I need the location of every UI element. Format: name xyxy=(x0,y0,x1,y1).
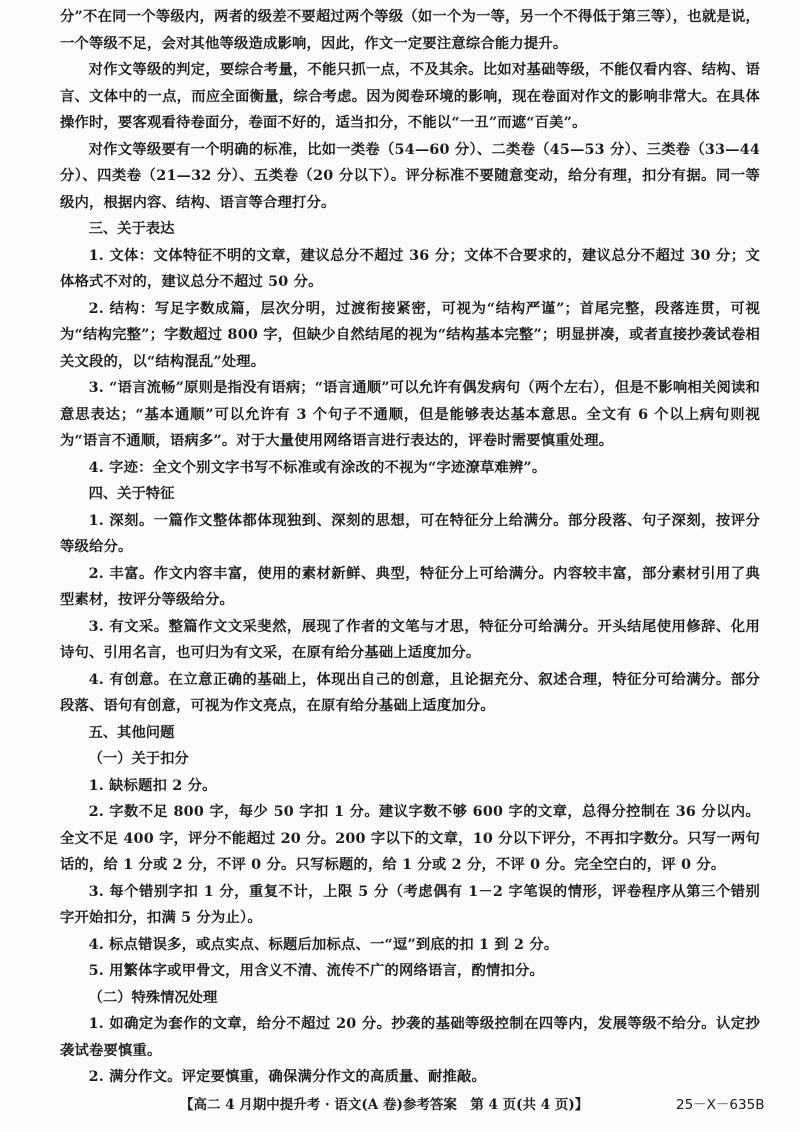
paragraph-creativity: 4. 有创意。在立意正确的基础上，体现出自己的创意，且论据充分、叙述合理，特征分可给满分。部分段落、语句有创意，可视为作文亮点，在原有给分基础上适度加分。 xyxy=(60,671,760,714)
paragraph-richness: 2. 丰富。作文内容丰富，使用的素材新鲜、典型，特征分上可给满分。内容较丰富，部分素材引用了典型素材，按评分等级给分。 xyxy=(60,565,760,608)
paragraph-literary-grace: 3. 有文采。整篇作文文采斐然，展现了作者的文笔与才思，特征分可给满分。开头结尾使用修辞、化用诗句、引用名言，也可归为有文采，在原有给分基础上适度加分。 xyxy=(60,618,760,661)
paragraph-continuation: 分”不在同一个等级内，两者的级差不要超过两个等级（如一个为一等，另一个不得低于第三等），也就是说，一个等级不足，会对其他等级造成影响，因此，作文一定要注意综合能力提升。 xyxy=(60,9,760,52)
paragraph-depth: 1. 深刻。一篇作文整体都体现独到、深刻的思想，可在特征分上给满分。部分段落、句子深刻，按评分等级给分。 xyxy=(60,512,760,555)
subsection-heading-deductions: （一）关于扣分 xyxy=(88,751,189,767)
paragraph-language: 3. “语言流畅”原则是指没有语病；“语言通顺”可以允许有偶发病句（两个左右），但是不影响相关阅读和意思表达；“基本通顺”可以允许有 3 个句子不通顺，但是能够表达基本意思。全文有 6 个以上病句则视为“语言不通顺，语病多”。对于大量使用网络语言进行表达的，评卷时需要慎重处理。 xyxy=(60,380,760,449)
paragraph-punctuation: 4. 标点错误多，或点实点、标题后加标点、一“逗”到底的扣 1 到 2 分。 xyxy=(88,936,559,953)
section-heading-other: 五、其他问题 xyxy=(88,724,175,741)
paragraph-grade-judgement: 对作文等级的判定，要综合考量，不能只抓一点，不及其余。比如对基础等级，不能仅看内容、结构、语言、文体中的一点，而应全面衡量，综合考虑。因为阅卷环境的影响，现在卷面对作文的影响非常大。在具体操作时，要客观看待卷面分，卷面不好的，适当扣分，不能以“一丑”而遮“百美”。 xyxy=(60,62,760,131)
page-footer xyxy=(0,1093,800,1119)
footer-code: 25－X－635B xyxy=(676,1097,765,1113)
footer-title: 【高二 4 月期中提升考 · 语文(A 卷)参考答案 第 4 页(共 4 页)】 xyxy=(180,1097,589,1113)
section-heading-expression: 三、关于表达 xyxy=(88,221,175,237)
document-body xyxy=(60,4,760,1091)
paragraph-structure: 2. 结构：写足字数成篇，层次分明，过渡衔接紧密，可视为“结构严谨”；首尾完整，段落连贯，可视为“结构完整”；字数超过 800 字，但缺少自然结尾的视为“结构基本完整”；明显拼凑，或者直接抄袭试卷相关文段的，以“结构混乱”处理。 xyxy=(60,300,760,370)
paragraph-handwriting: 4. 字迹：全文个别文字书写不标准或有涂改的不视为“字迹潦草难辨”。 xyxy=(88,459,547,476)
paragraph-word-count: 2. 字数不足 800 字，每少 50 字扣 1 分。建议字数不够 600 字的文章，总得分控制在 36 分以内。全文不足 400 字，评分不能超过 20 分。200 字以下的文章，10 分以下评分，不再扣字数分。只写一两句话的，给 1 分或 2 分，不评 0 分。只写标题的，给 1 分或 2 分，不评 0 分。完全空白的，评 0 分。 xyxy=(60,804,760,873)
subsection-heading-special-cases: （二）特殊情况处理 xyxy=(88,989,218,1006)
paragraph-grade-standard: 对作文等级要有一个明确的标准，比如一类卷（54—60 分）、二类卷（45—53 分）、三类卷（33—44 分）、四类卷（21—32 分）、五类卷（20 分以下）。评分标准不要随意变动，给分有理，扣分有据。同一等级内，根据内容、结构、语言等合理打分。 xyxy=(60,141,760,211)
paragraph-genre: 1. 文体：文体特征不明的文章，建议总分不超过 36 分；文体不合要求的，建议总分不超过 30 分；文体格式不对的，建议总分不超过 50 分。 xyxy=(60,247,760,290)
paragraph-set-composition: 1. 如确定为套作的文章，给分不超过 20 分。抄袭的基础等级控制在四等内，发展等级不给分。认定抄袭试卷要慎重。 xyxy=(60,1016,760,1059)
section-heading-features: 四、关于特征 xyxy=(88,486,175,502)
paragraph-typos: 3. 每个错别字扣 1 分，重复不计，上限 5 分（考虑偶有 1－2 字笔误的情形，评卷程序从第三个错别字开始扣分，扣满 5 分为止）。 xyxy=(60,883,760,926)
paragraph-missing-title: 1. 缺标题扣 2 分。 xyxy=(88,777,217,794)
paragraph-full-marks: 2. 满分作文。评定要慎重，确保满分作文的高质量、耐推敲。 xyxy=(88,1069,487,1085)
paragraph-traditional-chars: 5. 用繁体字或甲骨文，用含义不清、流传不广的网络语言，酌情扣分。 xyxy=(88,963,544,979)
